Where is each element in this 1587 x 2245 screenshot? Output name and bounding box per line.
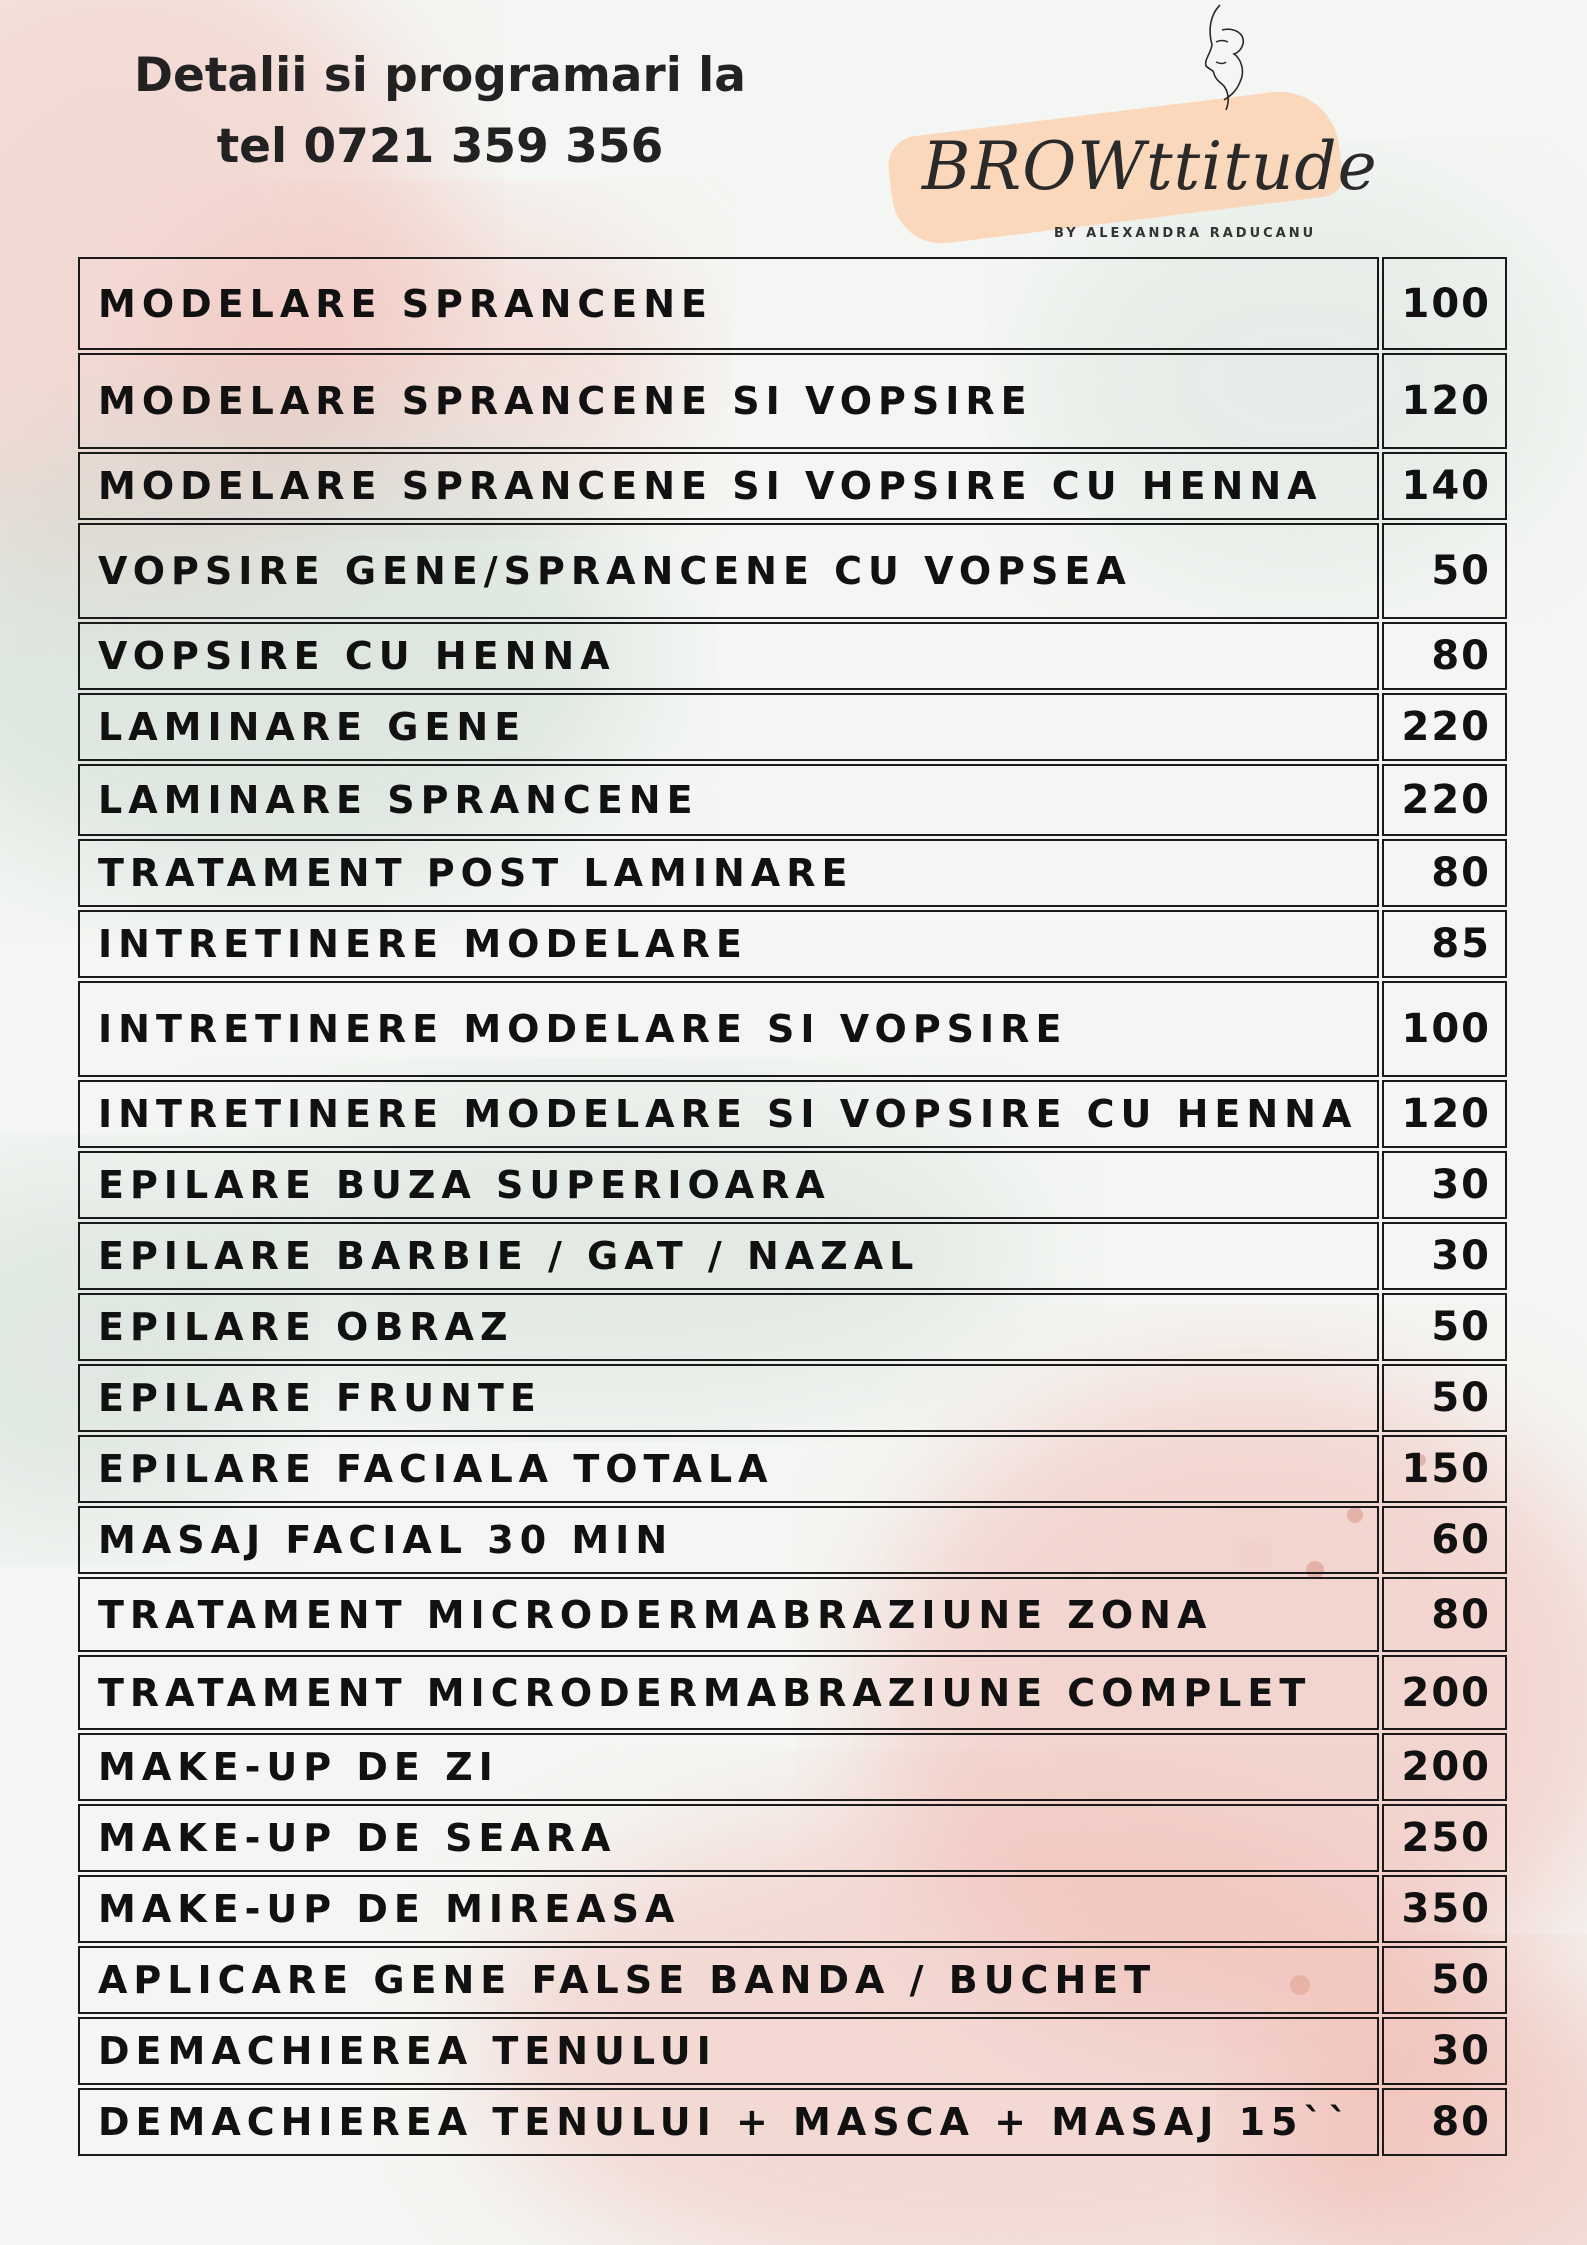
browttitude-logo <box>880 0 1378 250</box>
service-name: MASAJ FACIAL 30 MIN <box>78 1506 1379 1574</box>
face-line-art-icon <box>1180 0 1260 130</box>
service-price: 350 <box>1382 1875 1507 1943</box>
service-price: 140 <box>1382 452 1507 520</box>
service-row <box>78 1655 1507 1730</box>
service-row <box>78 1080 1507 1148</box>
service-name: MODELARE SPRANCENE SI VOPSIRE CU HENNA <box>78 452 1379 520</box>
service-row <box>78 622 1507 690</box>
service-name: LAMINARE SPRANCENE <box>78 764 1379 836</box>
service-price: 100 <box>1382 981 1507 1077</box>
service-price: 50 <box>1382 1946 1507 2014</box>
service-price: 220 <box>1382 693 1507 761</box>
service-name: TRATAMENT MICRODERMABRAZIUNE COMPLET <box>78 1655 1379 1730</box>
service-price: 100 <box>1382 257 1507 350</box>
service-row <box>78 1293 1507 1361</box>
service-name: INTRETINERE MODELARE SI VOPSIRE <box>78 981 1379 1077</box>
service-price: 30 <box>1382 1151 1507 1219</box>
service-row <box>78 523 1507 619</box>
service-name: EPILARE BUZA SUPERIOARA <box>78 1151 1379 1219</box>
service-name: MODELARE SPRANCENE <box>78 257 1379 350</box>
service-row <box>78 839 1507 907</box>
price-list-table <box>75 254 1510 2159</box>
service-price: 200 <box>1382 1733 1507 1801</box>
service-name: MAKE-UP DE SEARA <box>78 1804 1379 1872</box>
service-price: 85 <box>1382 910 1507 978</box>
brand-byline: BY ALEXANDRA RADUCANU <box>1054 226 1317 241</box>
service-name: DEMACHIEREA TENULUI <box>78 2017 1379 2085</box>
service-price: 50 <box>1382 1293 1507 1361</box>
contact-line-1: Detalii si programari la <box>133 48 747 103</box>
service-row <box>78 2088 1507 2156</box>
contact-phone: tel 0721 359 356 <box>216 119 664 174</box>
service-price: 200 <box>1382 1655 1507 1730</box>
brand-name: BROWttitude <box>922 128 1378 205</box>
service-row <box>78 2017 1507 2085</box>
service-row <box>78 764 1507 836</box>
service-name: TRATAMENT POST LAMINARE <box>78 839 1379 907</box>
service-row <box>78 1222 1507 1290</box>
service-name: VOPSIRE GENE/SPRANCENE CU VOPSEA <box>78 523 1379 619</box>
service-price: 250 <box>1382 1804 1507 1872</box>
service-row <box>78 452 1507 520</box>
service-price: 120 <box>1382 353 1507 449</box>
service-price: 80 <box>1382 622 1507 690</box>
service-name: MAKE-UP DE ZI <box>78 1733 1379 1801</box>
service-row <box>78 693 1507 761</box>
service-row <box>78 1506 1507 1574</box>
service-row <box>78 981 1507 1077</box>
service-row <box>78 1577 1507 1652</box>
service-row <box>78 257 1507 350</box>
service-name: TRATAMENT MICRODERMABRAZIUNE ZONA <box>78 1577 1379 1652</box>
service-row <box>78 1151 1507 1219</box>
service-name: INTRETINERE MODELARE <box>78 910 1379 978</box>
contact-header <box>70 40 810 182</box>
service-price: 30 <box>1382 2017 1507 2085</box>
service-price: 220 <box>1382 764 1507 836</box>
service-name: EPILARE FRUNTE <box>78 1364 1379 1432</box>
service-name: MAKE-UP DE MIREASA <box>78 1875 1379 1943</box>
service-row <box>78 1733 1507 1801</box>
service-price: 60 <box>1382 1506 1507 1574</box>
service-name: INTRETINERE MODELARE SI VOPSIRE CU HENNA <box>78 1080 1379 1148</box>
service-price: 30 <box>1382 1222 1507 1290</box>
service-name: VOPSIRE CU HENNA <box>78 622 1379 690</box>
service-row <box>78 353 1507 449</box>
service-name: EPILARE BARBIE / GAT / NAZAL <box>78 1222 1379 1290</box>
service-name: EPILARE FACIALA TOTALA <box>78 1435 1379 1503</box>
service-name: EPILARE OBRAZ <box>78 1293 1379 1361</box>
service-price: 150 <box>1382 1435 1507 1503</box>
service-name: APLICARE GENE FALSE BANDA / BUCHET <box>78 1946 1379 2014</box>
service-price: 80 <box>1382 839 1507 907</box>
service-price: 50 <box>1382 523 1507 619</box>
service-row <box>78 910 1507 978</box>
service-price: 80 <box>1382 2088 1507 2156</box>
service-price: 80 <box>1382 1577 1507 1652</box>
service-name: MODELARE SPRANCENE SI VOPSIRE <box>78 353 1379 449</box>
service-row <box>78 1875 1507 1943</box>
service-row <box>78 1804 1507 1872</box>
price-list-body <box>78 257 1507 2156</box>
service-name: DEMACHIEREA TENULUI + MASCA + MASAJ 15`` <box>78 2088 1379 2156</box>
service-row <box>78 1435 1507 1503</box>
service-row <box>78 1364 1507 1432</box>
service-price: 120 <box>1382 1080 1507 1148</box>
service-price: 50 <box>1382 1364 1507 1432</box>
service-row <box>78 1946 1507 2014</box>
service-name: LAMINARE GENE <box>78 693 1379 761</box>
